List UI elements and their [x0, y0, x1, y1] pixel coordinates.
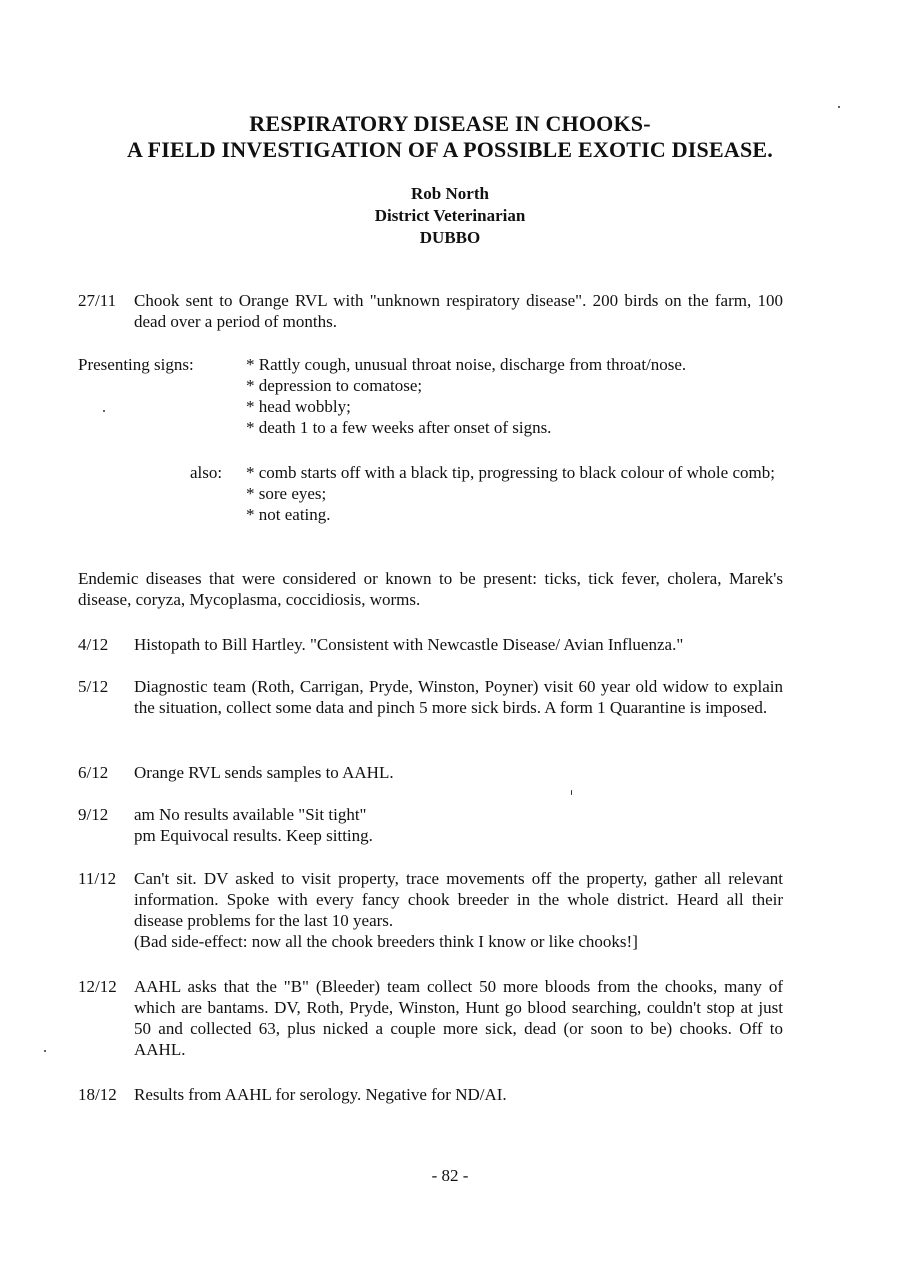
also-sign-item: * not eating.: [246, 505, 331, 524]
page-number: - 82 -: [431, 1166, 469, 1185]
entry-11-12: [78, 868, 783, 952]
entry-text: Diagnostic team (Roth, Carrigan, Pryde, Winston, Poyner) visit 60 year old widow to explain the situation, collect some data and pinch 5 more sick birds. A form 1 Quarantine is imposed.: [134, 677, 783, 717]
title-line-2: A FIELD INVESTIGATION OF A POSSIBLE EXOTIC DISEASE.: [127, 137, 773, 162]
entry-note: (Bad side-effect: now all the chook breeders think I know or like chooks!]: [134, 932, 638, 951]
author-role: District Veterinarian: [374, 206, 526, 225]
entry-date: 4/12: [78, 635, 109, 654]
also-label: also:: [190, 463, 223, 482]
entry-6-12: [78, 762, 783, 783]
also-signs-list: [246, 462, 786, 525]
entry-text: Orange RVL sends samples to AAHL.: [134, 763, 394, 782]
sign-item: * head wobbly;: [246, 397, 351, 416]
presenting-signs-label: Presenting signs:: [78, 355, 194, 374]
entry-5-12: [78, 676, 783, 718]
sign-item: * Rattly cough, unusual throat noise, discharge from throat/nose.: [246, 355, 687, 374]
entry-text: AAHL asks that the "B" (Bleeder) team collect 50 more bloods from the chooks, many of which are bantams. DV, Roth, Pryde, Winston, Hunt go blood searching, couldn't stop at just 50 and collected 63, plus nicked a couple more sick, dead (or soon to be) chooks. Off to AAHL.: [134, 977, 783, 1059]
endemic-diseases-paragraph: Endemic diseases that were considered or known to be present: ticks, tick fever, cholera, Marek's disease, coryza, Mycoplasma, coccidiosis, worms.: [78, 569, 783, 609]
title-line-1: RESPIRATORY DISEASE IN CHOOKS-: [249, 111, 651, 136]
scan-speck: [103, 410, 105, 412]
entry-date: 6/12: [78, 763, 109, 782]
scan-speck: [571, 790, 572, 795]
entry-line-am: am No results available "Sit tight": [134, 805, 367, 824]
scan-speck: [44, 1050, 46, 1052]
entry-date: 11/12: [78, 869, 117, 888]
entry-27-11: [78, 290, 783, 332]
entry-12-12: [78, 976, 783, 1060]
entry-date: 12/12: [78, 977, 117, 996]
also-sign-item: * sore eyes;: [246, 484, 327, 503]
scan-speck: [838, 106, 840, 108]
entry-line-pm: pm Equivocal results. Keep sitting.: [134, 826, 373, 845]
entry-text: [134, 804, 783, 846]
entry-text: Chook sent to Orange RVL with "unknown respiratory disease". 200 birds on the farm, 100 dead over a period of months.: [134, 291, 783, 331]
also-sign-item: * comb starts off with a black tip, progressing to black colour of whole comb;: [246, 463, 775, 482]
entry-date: 5/12: [78, 677, 109, 696]
entry-date: 9/12: [78, 805, 109, 824]
entry-body: Can't sit. DV asked to visit property, trace movements off the property, gather all relevant information. Spoke with every fancy chook breeder in the whole district. Heard all their disease problems for the last 10 years.: [134, 869, 783, 930]
entry-date: 27/11: [78, 291, 117, 310]
entry-text: Results from AAHL for serology. Negative for ND/AI.: [134, 1085, 507, 1104]
entry-date: 18/12: [78, 1085, 117, 1104]
author-location: DUBBO: [419, 228, 481, 247]
entry-9-12: [78, 804, 783, 846]
entry-4-12: [78, 634, 783, 655]
entry-text: Histopath to Bill Hartley. "Consistent with Newcastle Disease/ Avian Influenza.": [134, 635, 684, 654]
sign-item: * depression to comatose;: [246, 376, 423, 395]
entry-18-12: [78, 1084, 783, 1105]
presenting-signs-list: [246, 354, 786, 438]
entry-text: [134, 868, 783, 952]
sign-item: * death 1 to a few weeks after onset of signs.: [246, 418, 552, 437]
author-name: Rob North: [411, 184, 489, 203]
